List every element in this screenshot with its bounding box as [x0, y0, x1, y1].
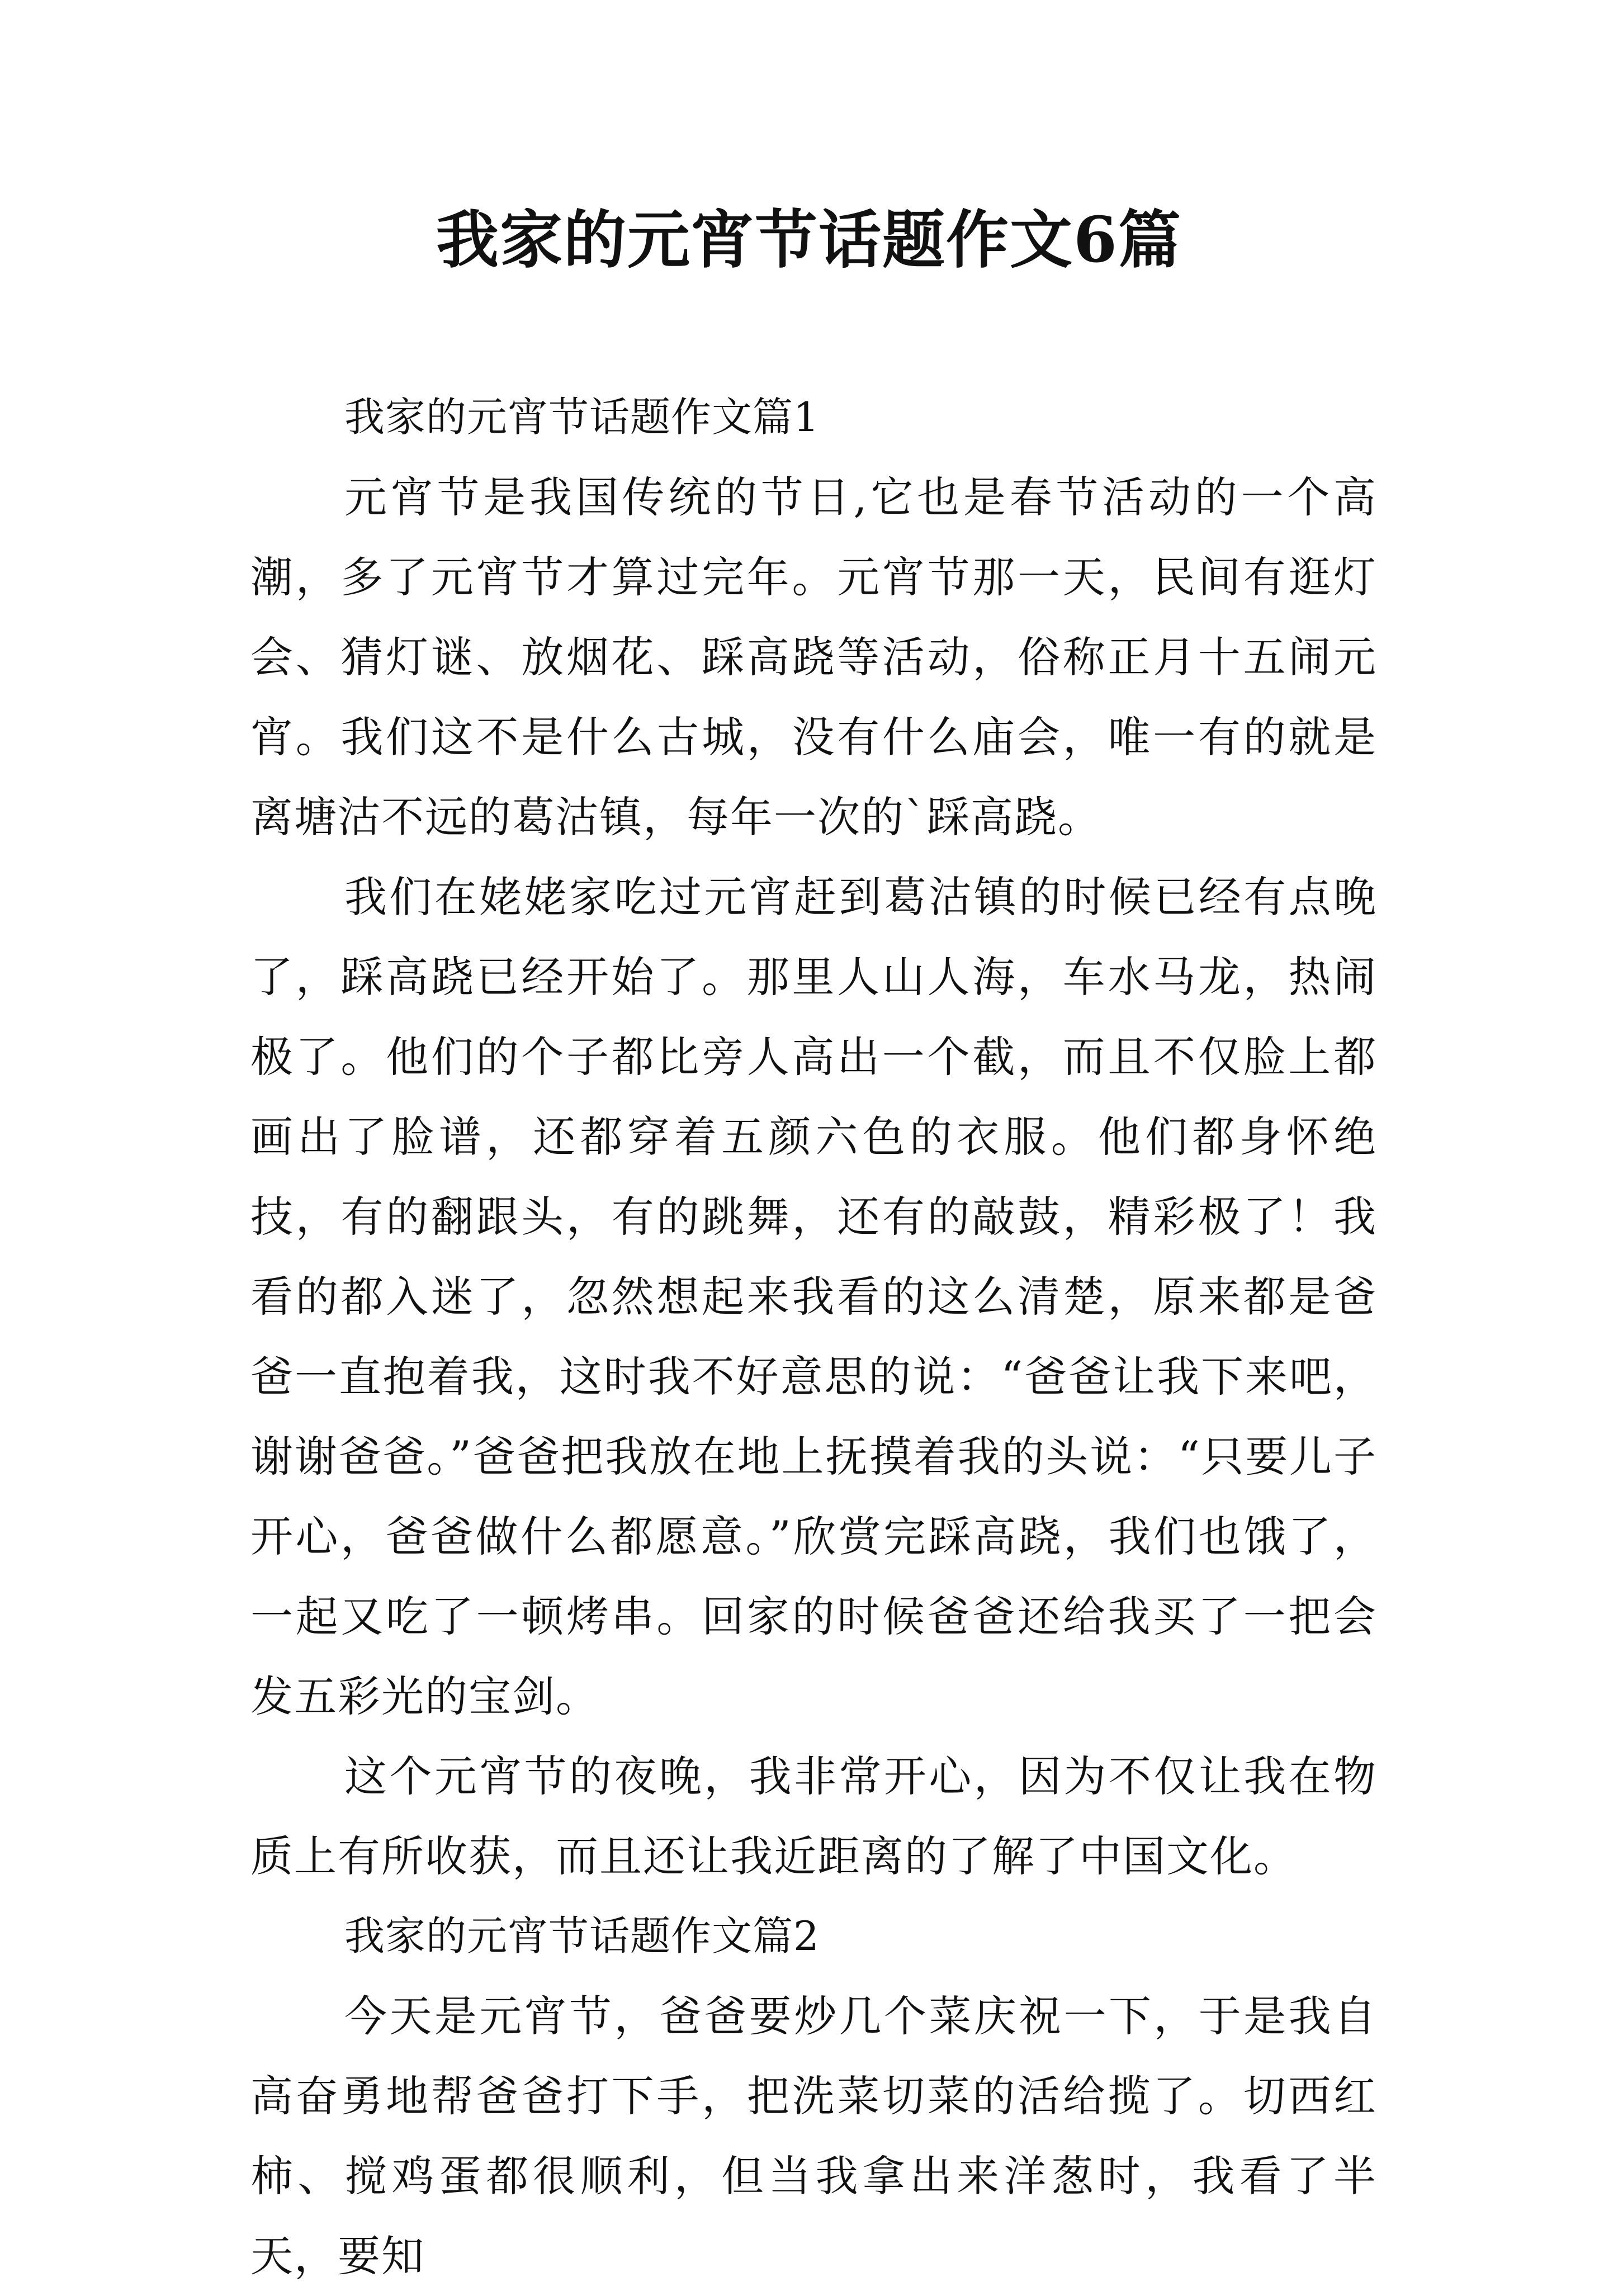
paragraph-2: 我们在姥姥家吃过元宵赶到葛沽镇的时候已经有点晚了，踩高跷已经开始了。那里人山人海，车水马龙，热闹极了。他们的个子都比旁人高出一个截，而且不仅脸上都画出了脸谱，还都穿着五颜六色的衣服。他们都身怀绝技，有的翻跟头，有的跳舞，还有的敲鼓，精彩极了！我看的都入迷了，忽然想起来我看的这么清楚，原来都是爸爸一直抱着我，这时我不好意思的说：“爸爸让我下来吧，谢谢爸爸。”爸爸把我放在地上抚摸着我的头说：“只要儿子开心，爸爸做什么都愿意。”欣赏完踩高跷，我们也饿了，一起又吃了一顿烤串。回家的时候爸爸还给我买了一把会发五彩光的宝剑。 — [250, 872, 1377, 1721]
paragraph-1: 元宵节是我国传统的节日,它也是春节活动的一个高潮，多了元宵节才算过完年。元宵节那一天，民间有逛灯会、猜灯谜、放烟花、踩高跷等活动，俗称正月十五闹元宵。我们这不是什么古城，没有什么庙会，唯一有的就是离塘沽不远的葛沽镇，每年一次的`踩高跷。 — [250, 472, 1377, 842]
section-heading-1: 我家的元宵节话题作文篇1 — [344, 394, 820, 441]
paragraph-4: 今天是元宵节，爸爸要炒几个菜庆祝一下，于是我自高奋勇地帮爸爸打下手，把洗菜切菜的活给揽了。切西红柿、搅鸡蛋都很顺利，但当我拿出来洋葱时，我看了半天，要知 — [250, 1991, 1377, 2281]
section-heading-2: 我家的元宵节话题作文篇2 — [344, 1912, 820, 1959]
document-title: 我家的元宵节话题作文6篇 — [436, 203, 1182, 277]
paragraph-3: 这个元宵节的夜晚，我非常开心，因为不仅让我在物质上有所收获，而且还让我近距离的了解了中国文化。 — [250, 1751, 1377, 1881]
document-body — [250, 377, 1377, 2296]
